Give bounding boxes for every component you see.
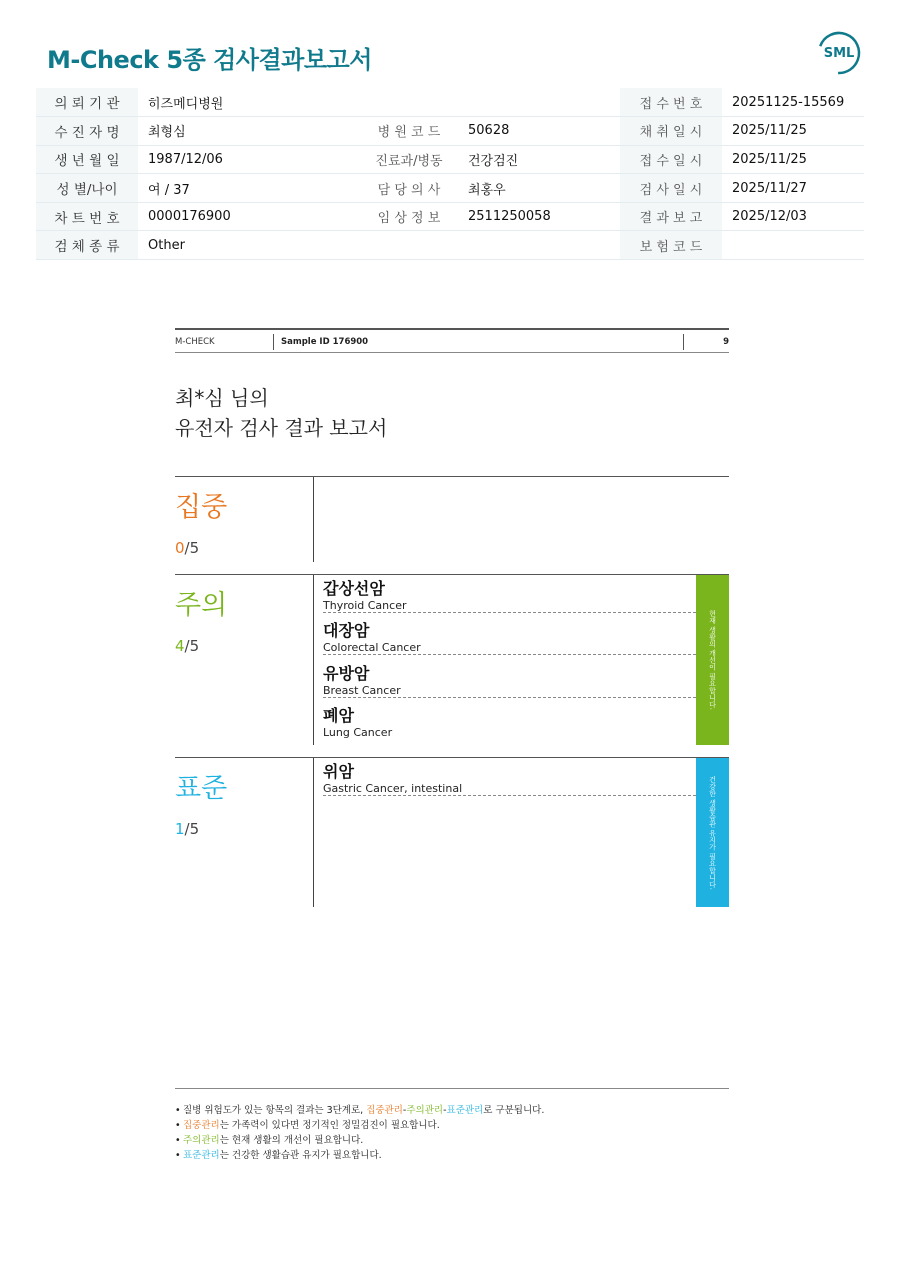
info-value bbox=[458, 88, 620, 117]
info-label: 생 년 월 일 bbox=[36, 145, 138, 174]
info-value bbox=[458, 231, 620, 260]
sheet-header bbox=[175, 328, 729, 353]
info-label: 수 진 자 명 bbox=[36, 117, 138, 146]
info-label: 진료과/병동 bbox=[360, 145, 458, 174]
list-item: 위암 Gastric Cancer, intestinal bbox=[323, 762, 696, 796]
standard-sidebar: 건강한 생활습관 유지가 필요합니다. bbox=[696, 758, 729, 907]
info-label bbox=[360, 88, 458, 117]
list-item: 유방암 Breast Cancer bbox=[323, 664, 696, 698]
info-value: 여 / 37 bbox=[138, 174, 360, 203]
info-row bbox=[36, 117, 864, 146]
info-label: 결 과 보 고 bbox=[620, 202, 722, 231]
notes bbox=[175, 1088, 729, 1163]
patient-info-table bbox=[36, 88, 864, 260]
info-label: 병 원 코 드 bbox=[360, 117, 458, 146]
standard-score: 1/5 bbox=[175, 820, 200, 838]
info-value: 50628 bbox=[458, 117, 620, 146]
logo-text: SML bbox=[823, 46, 855, 61]
info-label: 접 수 번 호 bbox=[620, 88, 722, 117]
report-title: M-Check 5종 검사결과보고서 bbox=[47, 46, 372, 74]
info-label: 성 별/나이 bbox=[36, 174, 138, 203]
info-value: 최형심 bbox=[138, 117, 360, 146]
note-3: • 주의관리는 현재 생활의 개선이 필요합니다. bbox=[175, 1135, 364, 1146]
focus-score: 0/5 bbox=[175, 539, 200, 557]
note-2: • 집중관리는 가족력이 있다면 정기적인 정밀검진이 필요합니다. bbox=[175, 1120, 440, 1131]
info-row bbox=[36, 88, 864, 117]
info-value: 2025/11/27 bbox=[722, 174, 864, 203]
info-label: 임 상 정 보 bbox=[360, 202, 458, 231]
greeting bbox=[175, 383, 387, 443]
info-value: 0000176900 bbox=[138, 202, 360, 231]
note-1: • 질병 위험도가 있는 항목의 결과는 3단계로, 집중관리-주의관리-표준관리로 구분됩니다. bbox=[175, 1105, 545, 1116]
info-label: 채 취 일 시 bbox=[620, 117, 722, 146]
greeting-line-2: 유전자 검사 결과 보고서 bbox=[175, 416, 388, 440]
info-label: 검 체 종 류 bbox=[36, 231, 138, 260]
info-value: 2025/11/25 bbox=[722, 145, 864, 174]
info-value: 2511250058 bbox=[458, 202, 620, 231]
caution-block bbox=[175, 574, 729, 744]
greeting-line-1: 최*심 님의 bbox=[175, 386, 269, 410]
info-row bbox=[36, 202, 864, 231]
standard-label: 표준 bbox=[175, 773, 228, 804]
info-value: 최홍우 bbox=[458, 174, 620, 203]
list-item: 폐암 Lung Cancer bbox=[323, 706, 393, 739]
info-label: 검 사 일 시 bbox=[620, 174, 722, 203]
list-item: 갑상선암 Thyroid Cancer bbox=[323, 579, 696, 613]
note-4: • 표준관리는 건강한 생활습관 유지가 필요합니다. bbox=[175, 1150, 382, 1161]
page-number: 9 bbox=[723, 337, 729, 347]
sample-id: Sample ID 176900 bbox=[281, 337, 369, 347]
info-value bbox=[722, 231, 864, 260]
info-label: 접 수 일 시 bbox=[620, 145, 722, 174]
info-value: 20251125-15569 bbox=[722, 88, 864, 117]
info-row bbox=[36, 231, 864, 260]
info-row bbox=[36, 145, 864, 174]
caution-sidebar: 현재 생활의 개선이 필요합니다. bbox=[696, 575, 729, 745]
info-label: 보 험 코 드 bbox=[620, 231, 722, 260]
info-value: 히즈메디병원 bbox=[138, 88, 360, 117]
info-value: 건강검진 bbox=[458, 145, 620, 174]
focus-block bbox=[175, 476, 729, 561]
report-sheet bbox=[175, 328, 729, 1161]
focus-label: 집중 bbox=[175, 492, 228, 523]
info-value: 2025/12/03 bbox=[722, 202, 864, 231]
info-row bbox=[36, 174, 864, 203]
info-value: 1987/12/06 bbox=[138, 145, 360, 174]
brand-label: M-CHECK bbox=[175, 337, 215, 347]
standard-block bbox=[175, 757, 729, 906]
info-label bbox=[360, 231, 458, 260]
info-value: 2025/11/25 bbox=[722, 117, 864, 146]
info-label: 차 트 번 호 bbox=[36, 202, 138, 231]
info-label: 담 당 의 사 bbox=[360, 174, 458, 203]
list-item: 대장암 Colorectal Cancer bbox=[323, 621, 696, 655]
info-label: 의 뢰 기 관 bbox=[36, 88, 138, 117]
caution-label: 주의 bbox=[175, 590, 228, 621]
caution-score: 4/5 bbox=[175, 637, 200, 655]
sml-logo-icon bbox=[816, 30, 862, 76]
info-value: Other bbox=[138, 231, 360, 260]
